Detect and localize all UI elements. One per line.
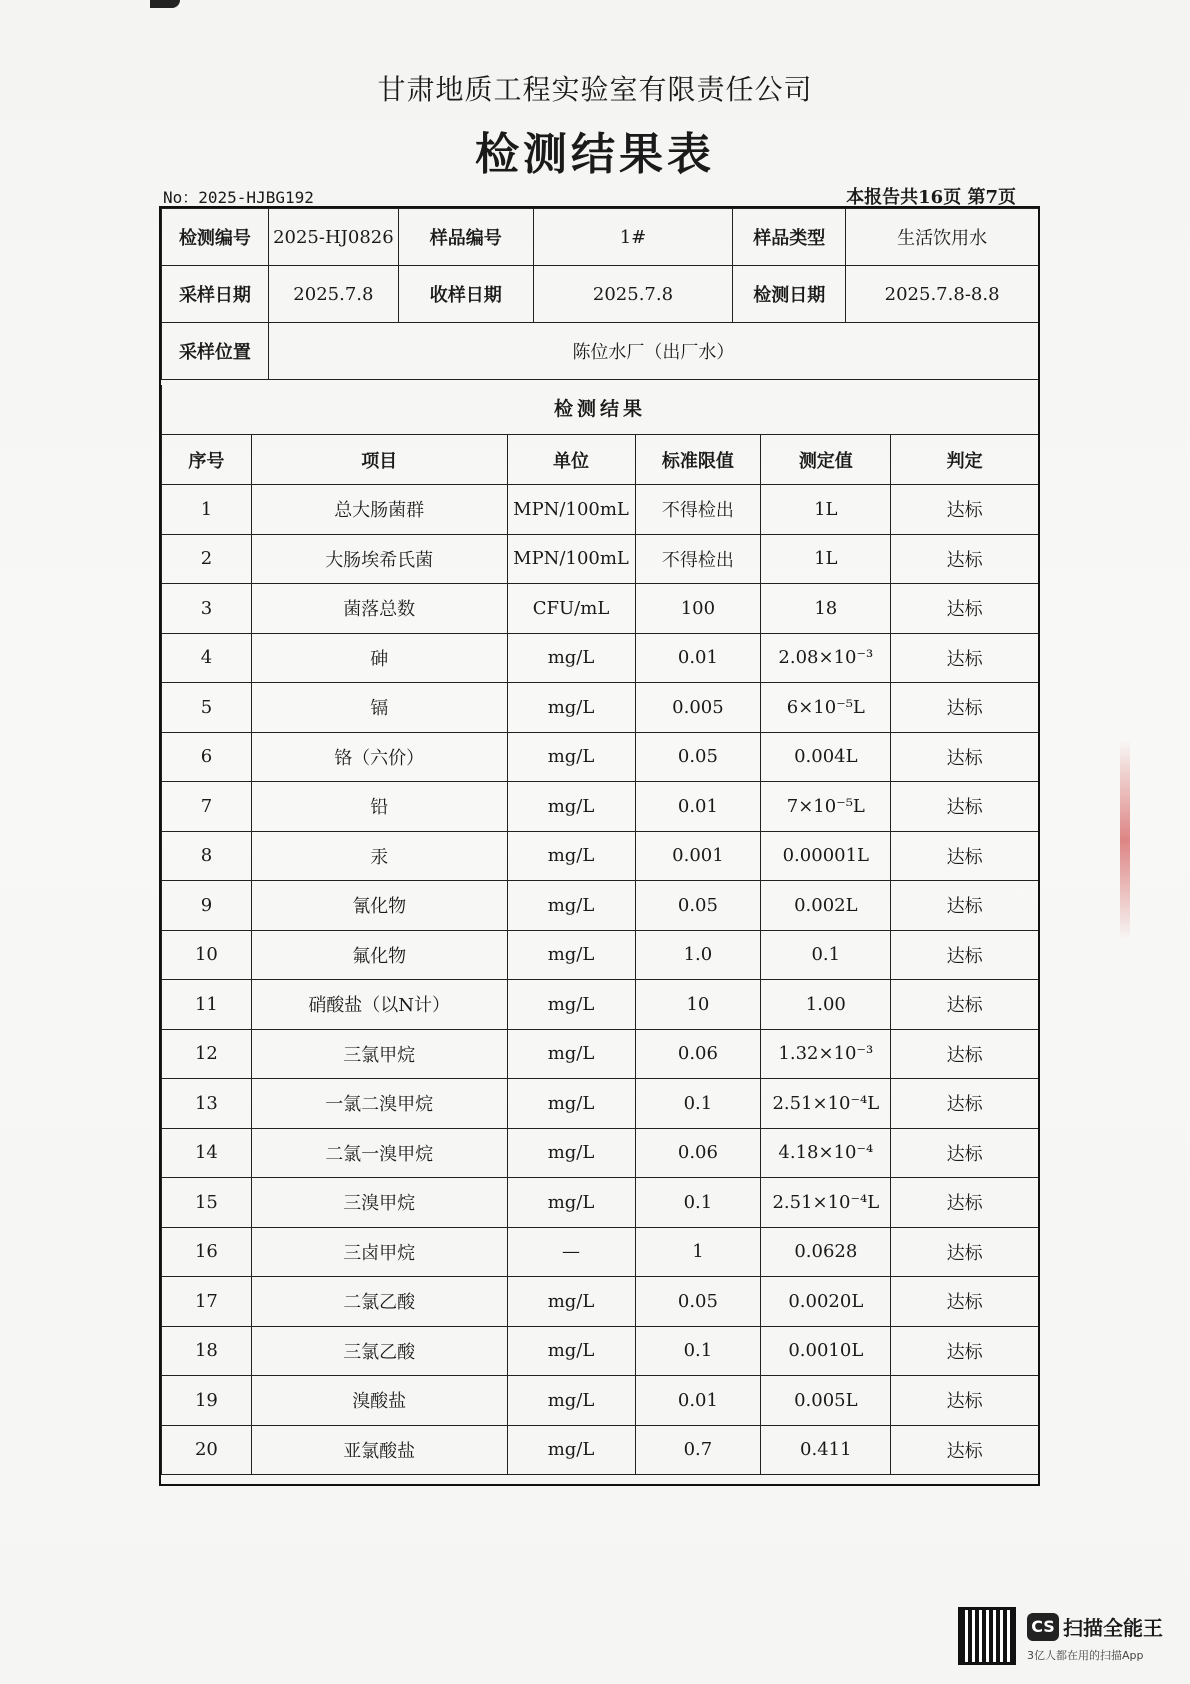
info-row <box>162 323 1039 380</box>
sample-type-label: 样品类型 <box>733 209 846 266</box>
row-judgement: 达标 <box>891 831 1039 881</box>
row-index: 6 <box>162 732 252 782</box>
receive-date-label: 收样日期 <box>398 266 533 323</box>
row-unit: mg/L <box>507 1425 635 1475</box>
test-date-value: 2025.7.8-8.8 <box>846 266 1039 323</box>
row-measured: 0.002L <box>761 881 891 931</box>
table-row <box>162 930 1039 980</box>
col-header-unit: 单位 <box>507 435 635 485</box>
row-judgement: 达标 <box>891 1079 1039 1129</box>
test-date-label: 检测日期 <box>733 266 846 323</box>
row-unit: mg/L <box>507 1029 635 1079</box>
row-item: 汞 <box>251 831 507 881</box>
row-unit: mg/L <box>507 1128 635 1178</box>
row-measured: 0.0628 <box>761 1227 891 1277</box>
row-unit: MPN/100mL <box>507 485 635 535</box>
test-no-value: 2025-HJ0826 <box>268 209 398 266</box>
row-item: 总大肠菌群 <box>251 485 507 535</box>
table-row <box>162 732 1039 782</box>
row-judgement: 达标 <box>891 1277 1039 1327</box>
row-index: 18 <box>162 1326 252 1376</box>
receive-date-value: 2025.7.8 <box>533 266 733 323</box>
row-limit: 10 <box>635 980 761 1030</box>
row-measured: 0.411 <box>761 1425 891 1475</box>
sample-no-value: 1# <box>533 209 733 266</box>
col-header-limit: 标准限值 <box>635 435 761 485</box>
table-row <box>162 1079 1039 1129</box>
row-judgement: 达标 <box>891 584 1039 634</box>
row-limit: 1 <box>635 1227 761 1277</box>
test-no-label: 检测编号 <box>162 209 269 266</box>
row-index: 4 <box>162 633 252 683</box>
row-index: 19 <box>162 1376 252 1426</box>
info-row <box>162 266 1039 323</box>
row-measured: 2.51×10⁻⁴L <box>761 1178 891 1228</box>
row-index: 14 <box>162 1128 252 1178</box>
sample-type-value: 生活饮用水 <box>846 209 1039 266</box>
table-row <box>162 831 1039 881</box>
row-judgement: 达标 <box>891 1425 1039 1475</box>
table-row <box>162 1227 1039 1277</box>
row-index: 13 <box>162 1079 252 1129</box>
seal-stamp-edge <box>1120 740 1130 940</box>
row-limit: 0.1 <box>635 1326 761 1376</box>
row-limit: 0.06 <box>635 1029 761 1079</box>
camscanner-logo-icon: CS <box>1027 1613 1059 1641</box>
row-judgement: 达标 <box>891 683 1039 733</box>
company-name: 甘肃地质工程实验室有限责任公司 <box>377 73 813 106</box>
row-limit: 0.01 <box>635 633 761 683</box>
row-item: 溴酸盐 <box>251 1376 507 1426</box>
row-unit: mg/L <box>507 1277 635 1327</box>
row-item: 亚氯酸盐 <box>251 1425 507 1475</box>
row-measured: 0.0010L <box>761 1326 891 1376</box>
row-judgement: 达标 <box>891 881 1039 931</box>
row-limit: 0.01 <box>635 1376 761 1426</box>
results-table <box>161 434 1039 1475</box>
row-index: 5 <box>162 683 252 733</box>
row-limit: 不得检出 <box>635 485 761 535</box>
info-row <box>162 209 1039 266</box>
row-item: 氟化物 <box>251 930 507 980</box>
sampling-date-value: 2025.7.8 <box>268 266 398 323</box>
row-limit: 0.005 <box>635 683 761 733</box>
row-unit: — <box>507 1227 635 1277</box>
row-measured: 7×10⁻⁵L <box>761 782 891 832</box>
row-judgement: 达标 <box>891 1227 1039 1277</box>
row-judgement: 达标 <box>891 633 1039 683</box>
row-judgement: 达标 <box>891 1178 1039 1228</box>
row-measured: 1.00 <box>761 980 891 1030</box>
row-index: 20 <box>162 1425 252 1475</box>
row-judgement: 达标 <box>891 534 1039 584</box>
row-measured: 1L <box>761 534 891 584</box>
table-row <box>162 1178 1039 1228</box>
row-index: 1 <box>162 485 252 535</box>
row-index: 15 <box>162 1178 252 1228</box>
row-index: 17 <box>162 1277 252 1327</box>
row-measured: 0.1 <box>761 930 891 980</box>
row-measured: 18 <box>761 584 891 634</box>
table-row <box>162 1376 1039 1426</box>
table-row <box>162 584 1039 634</box>
row-item: 二氯乙酸 <box>251 1277 507 1327</box>
row-limit: 0.7 <box>635 1425 761 1475</box>
report-number: No：2025-HJBG192 <box>163 188 314 207</box>
row-index: 3 <box>162 584 252 634</box>
row-measured: 2.51×10⁻⁴L <box>761 1079 891 1129</box>
results-banner: 检测结果 <box>161 385 1039 434</box>
row-measured: 4.18×10⁻⁴ <box>761 1128 891 1178</box>
row-unit: mg/L <box>507 930 635 980</box>
row-item: 三卤甲烷 <box>251 1227 507 1277</box>
scanner-tagline: 3亿人都在用的扫描App <box>1027 1649 1144 1662</box>
qr-code-icon <box>958 1607 1016 1665</box>
row-limit: 0.1 <box>635 1079 761 1129</box>
row-unit: mg/L <box>507 881 635 931</box>
table-row <box>162 881 1039 931</box>
row-index: 10 <box>162 930 252 980</box>
table-row <box>162 1326 1039 1376</box>
row-judgement: 达标 <box>891 1376 1039 1426</box>
row-index: 16 <box>162 1227 252 1277</box>
row-index: 8 <box>162 831 252 881</box>
row-limit: 0.06 <box>635 1128 761 1178</box>
row-item: 菌落总数 <box>251 584 507 634</box>
row-item: 三溴甲烷 <box>251 1178 507 1228</box>
row-judgement: 达标 <box>891 1326 1039 1376</box>
row-item: 大肠埃希氏菌 <box>251 534 507 584</box>
row-judgement: 达标 <box>891 930 1039 980</box>
sample-info-table <box>161 208 1039 380</box>
row-item: 二氯一溴甲烷 <box>251 1128 507 1178</box>
row-judgement: 达标 <box>891 980 1039 1030</box>
row-limit: 0.05 <box>635 881 761 931</box>
row-limit: 不得检出 <box>635 534 761 584</box>
row-judgement: 达标 <box>891 485 1039 535</box>
row-judgement: 达标 <box>891 1128 1039 1178</box>
row-limit: 1.0 <box>635 930 761 980</box>
row-limit: 0.001 <box>635 831 761 881</box>
row-measured: 2.08×10⁻³ <box>761 633 891 683</box>
row-limit: 0.05 <box>635 732 761 782</box>
row-unit: CFU/mL <box>507 584 635 634</box>
row-unit: mg/L <box>507 732 635 782</box>
location-value: 陈位水厂（出厂水） <box>268 323 1038 380</box>
row-item: 镉 <box>251 683 507 733</box>
scan-corner-shadow <box>150 0 180 8</box>
row-measured: 0.0020L <box>761 1277 891 1327</box>
row-measured: 0.004L <box>761 732 891 782</box>
row-measured: 6×10⁻⁵L <box>761 683 891 733</box>
col-header-judgement: 判定 <box>891 435 1039 485</box>
document-title: 检测结果表 <box>475 129 715 180</box>
row-unit: mg/L <box>507 633 635 683</box>
col-header-item: 项目 <box>251 435 507 485</box>
table-row <box>162 534 1039 584</box>
row-unit: mg/L <box>507 831 635 881</box>
row-item: 一氯二溴甲烷 <box>251 1079 507 1129</box>
results-header-row <box>162 435 1039 485</box>
row-item: 砷 <box>251 633 507 683</box>
scanner-app-name: 扫描全能王 <box>1063 1616 1163 1640</box>
row-index: 9 <box>162 881 252 931</box>
row-measured: 0.00001L <box>761 831 891 881</box>
table-row <box>162 1128 1039 1178</box>
row-unit: mg/L <box>507 1326 635 1376</box>
page-info: 本报告共16页 第7页 <box>846 187 1016 208</box>
row-judgement: 达标 <box>891 732 1039 782</box>
location-label: 采样位置 <box>162 323 269 380</box>
table-row <box>162 1425 1039 1475</box>
row-item: 铅 <box>251 782 507 832</box>
row-item: 氰化物 <box>251 881 507 931</box>
col-header-measured: 测定值 <box>761 435 891 485</box>
row-item: 三氯甲烷 <box>251 1029 507 1079</box>
row-item: 硝酸盐（以N计） <box>251 980 507 1030</box>
table-row <box>162 782 1039 832</box>
row-measured: 1L <box>761 485 891 535</box>
row-limit: 100 <box>635 584 761 634</box>
table-row <box>162 1029 1039 1079</box>
table-row <box>162 683 1039 733</box>
row-index: 2 <box>162 534 252 584</box>
row-item: 铬（六价） <box>251 732 507 782</box>
row-measured: 0.005L <box>761 1376 891 1426</box>
row-index: 7 <box>162 782 252 832</box>
table-row <box>162 980 1039 1030</box>
row-limit: 0.01 <box>635 782 761 832</box>
table-row <box>162 485 1039 535</box>
row-limit: 0.1 <box>635 1178 761 1228</box>
row-unit: mg/L <box>507 1178 635 1228</box>
row-unit: mg/L <box>507 782 635 832</box>
row-unit: mg/L <box>507 1376 635 1426</box>
row-measured: 1.32×10⁻³ <box>761 1029 891 1079</box>
sampling-date-label: 采样日期 <box>162 266 269 323</box>
row-item: 三氯乙酸 <box>251 1326 507 1376</box>
row-judgement: 达标 <box>891 782 1039 832</box>
row-unit: mg/L <box>507 683 635 733</box>
table-row <box>162 1277 1039 1327</box>
table-row <box>162 633 1039 683</box>
col-header-index: 序号 <box>162 435 252 485</box>
row-unit: MPN/100mL <box>507 534 635 584</box>
row-unit: mg/L <box>507 980 635 1030</box>
row-judgement: 达标 <box>891 1029 1039 1079</box>
row-unit: mg/L <box>507 1079 635 1129</box>
sample-no-label: 样品编号 <box>398 209 533 266</box>
row-index: 11 <box>162 980 252 1030</box>
row-limit: 0.05 <box>635 1277 761 1327</box>
row-index: 12 <box>162 1029 252 1079</box>
